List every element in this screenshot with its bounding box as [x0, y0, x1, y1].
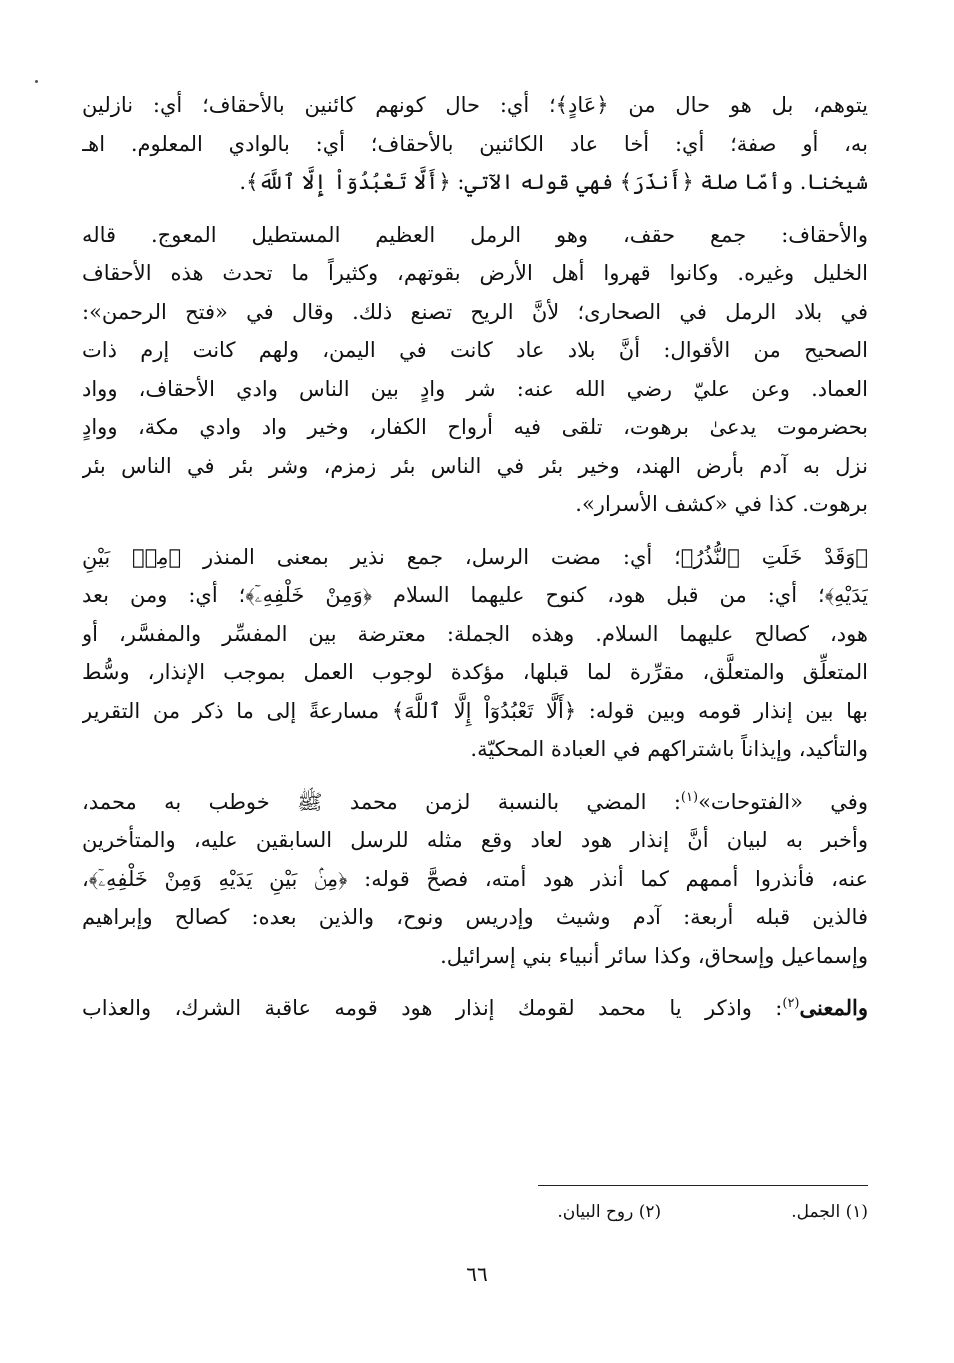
- text-line: [82, 783, 868, 822]
- paragraph-4: [82, 783, 868, 976]
- text-line: الصحيح من الأقوال: أنَّ بلاد عاد كانت في اليمن، ولهم كانت إرم ذات: [82, 338, 868, 362]
- text-line: في بلاد الرمل في الصحارى؛ لأنَّ الريح تصنع ذلك. وقال في «فتح الرحمن»:: [82, 299, 868, 324]
- paragraph-lead: وفي «الفتوحات»: [698, 789, 868, 814]
- text-line: شيخنا. وأمّا صلة ﴿أَنذَرَ﴾ فهي قوله الآتي: ﴿أَلَّا تَعْبُدُوٓاْ إِلَّا ٱللَّهَ﴾.: [239, 170, 868, 194]
- text-line: والأحقاف: جمع حقف، وهو الرمل العظيم المستطيل المعوج. قاله: [82, 222, 868, 247]
- footnotes: [328, 1202, 868, 1222]
- text-line: هود، كصالح عليهما السلام. وهذه الجملة: معترضة بين المفسِّر والمفسَّر، أو: [82, 621, 868, 646]
- scan-speck: [35, 80, 38, 83]
- text-line: بها بين إنذار قومه وبين قوله: ﴿أَلَّا تَعْبُدُوٓاْ إِلَّا ٱللَّهَ﴾ مسارعةً إلى ما ذكر من التقرير: [82, 698, 868, 723]
- text-line: يتوهم، بل هو حال من ﴿عَادٍ﴾؛ أي: حال كونهم كائنين بالأحقاف؛ أي: نازلين: [82, 93, 868, 117]
- text-line: الخليل وغيره. وكانوا قهروا أهل الأرض بقوتهم، وكثيراً ما تحدث هذه الأحقاف: [82, 261, 868, 285]
- paragraph-1: [82, 86, 868, 202]
- footnote-ref-1[interactable]: (١): [680, 789, 699, 805]
- footnote-ref-2[interactable]: (٢): [782, 996, 800, 1011]
- text-line: عنه، فأنذروا أممهم كما أنذر هود أمته، فصحَّ قوله: ﴿مِنۢ بَيْنِ يَدَيْهِ وَمِنْ خَلْفِهِۦٓ﴾،: [82, 866, 868, 891]
- text-line: [82, 989, 868, 1028]
- paragraph-2: [82, 216, 868, 524]
- footnote-2: (٢) روح البيان.: [557, 1202, 662, 1222]
- text-line: بحضرموت يدعىٰ برهوت، تلقى فيه أرواح الكفار، وخير واد وادي مكة، ووادٍ: [82, 415, 868, 439]
- line-rest: : واذكر يا محمد لقومك إنذار هود قومه عاقبة الشرك، والعذاب: [82, 996, 783, 1020]
- text-line: المتعلِّق والمتعلَّق، مقرِّرة لما قبلها، مؤكدة لوجوب العمل بموجب الإنذار، وسُّط: [82, 660, 868, 684]
- text-line: به، أو صفة؛ أي: أخا عاد الكائنين بالأحقاف؛ أي: بالوادي المعلوم. اهـ: [82, 131, 868, 156]
- paragraph-lead: والمعنى: [799, 995, 868, 1020]
- page-number: ٦٦: [466, 1262, 488, 1286]
- footnote-divider: [538, 1185, 868, 1186]
- text-line: يَدَيْهِ﴾؛ أي: من قبل هود، كنوح عليهما السلام ﴿وَمِنْ خَلْفِهِۦٓ﴾؛ أي: ومن بعد: [82, 583, 868, 607]
- page-body: [82, 86, 868, 1028]
- footnote-1: (١) الجمل.: [791, 1202, 868, 1222]
- paragraph-5: [82, 989, 868, 1028]
- line-rest: : المضي بالنسبة لزمن محمد ﷺ خوطب به محمد،: [82, 789, 681, 814]
- text-line: والتأكيد، وإيذاناً باشتراكهم في العبادة المحكيّة.: [470, 737, 868, 761]
- text-line: فالذين قبله أربعة: آدم وشيث وإدريس ونوح، والذين بعده: كصالح وإبراهيم: [82, 905, 868, 929]
- text-line: وأخبر به لبيان أنَّ إنذار هود لعاد وقع مثله للرسل السابقين عليه، والمتأخرين: [82, 828, 868, 852]
- text-line: ﴿وَقَدْ خَلَتِ ٱلنُّذُرُ﴾؛ أي: مضت الرسل، جمع نذير بمعنى المنذر ﴿مِنۢ بَيْنِ: [82, 544, 868, 569]
- text-line: نزل به آدم بأرض الهند، وخير بئر في الناس بئر زمزم، وشر بئر في الناس بئر: [82, 453, 868, 478]
- text-line: برهوت. كذا في «كشف الأسرار».: [575, 492, 868, 516]
- text-line: وإسماعيل وإسحاق، وكذا سائر أنبياء بني إسرائيل.: [440, 943, 868, 968]
- paragraph-3: [82, 538, 868, 769]
- text-line: العماد. وعن عليّ رضي الله عنه: شر وادٍ بين الناس وادي الأحقاف، وواد: [82, 376, 868, 401]
